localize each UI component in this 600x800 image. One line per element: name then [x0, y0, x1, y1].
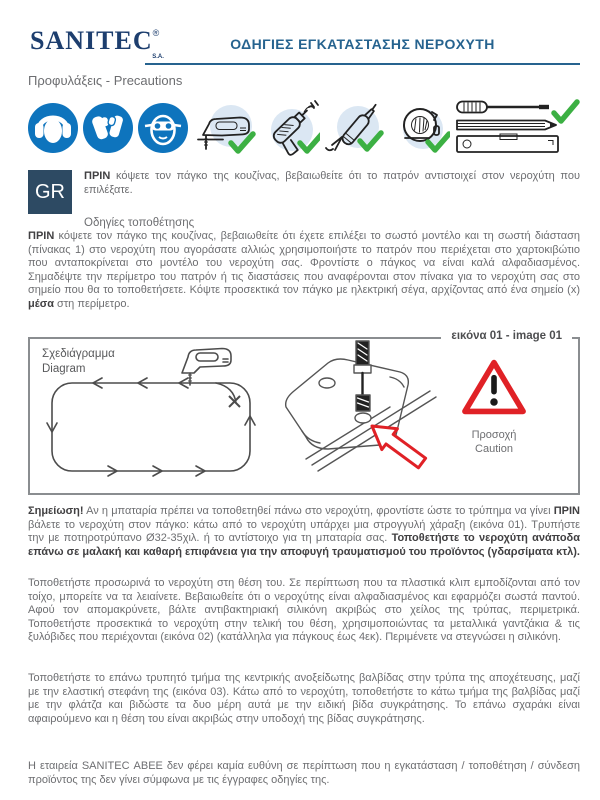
red-arrow-pointer [372, 426, 426, 468]
paragraph-placement: Τοποθετήστε προσωρινά το νεροχύτη στη θέση του. Σε περίπτωση που τα πλαστικά κλιπ εμποδίζονται από τον τοίχο, μπορείτε να τα λειαίνετε. Βεβαιωθείτε ότι ο νεροχύτης είναι αλφαδιασμένος και εφαρμόζει σωστά παντού. Αφού τον απομακρύνετε, βάλτε αντιβακτηριακή σιλικόνη ακριβώς στο χείλος της τρύπας, περιμετρικά. Τοποθετήστε προσεκτικά το νεροχύτη στην τελική του θέση, χρησιμοποιώντας τα μεταλλικά γαντζάκια & τις ξυλόβιδες που περιέχονται (εικόνα 02) (κατάλληλα για πάγκους έως 4εκ). Περιμένετε να στεγνώσει η σιλικόνη. [28, 577, 580, 644]
screwdriver-pencil-spirit-level-icon [455, 99, 580, 157]
installation-heading: Οδηγίες τοποθέτησης [84, 217, 195, 229]
header-rule [145, 36, 580, 65]
ear-protection-icon [28, 103, 78, 153]
registered-trademark-symbol: ® [152, 28, 160, 38]
electric-drill-icon [262, 99, 320, 157]
gr-intro-text: ΠΡΙΝ κόψετε τον πάγκο της κουζίνας, βεβαιωθείτε ότι το πατρόν αντιστοιχεί στον νεροχύτη που επιλέξατε. [84, 170, 580, 196]
face-protection-icon [138, 103, 188, 153]
precautions-heading: Προφυλάξεις - Precautions [28, 73, 183, 88]
gr-section [28, 170, 580, 214]
safety-icons-row [28, 96, 580, 160]
caution-sign [435, 357, 553, 456]
brand-name: SANITEC [30, 26, 153, 55]
figure-01 [28, 330, 580, 495]
paragraph-note: Σημείωση! Αν η μπαταρία πρέπει να τοποθετηθεί πάνω στο νεροχύτη, φροντίστε ώστε το τρύπημα να γίνει ΠΡΙΝ βάλετε το νεροχύτη στον πάγκο: κάτω από το νεροχύτη υπάρχει μια στρογγυλή χάραξη (εικόνα 01). Τρυπήστε την με ποτηροτρύπανο Ø32-35χιλ. ή το αντίστοιχο για τη μπαταρία σας. Τοποθετήστε το νεροχύτη ανάποδα επάνω σε μαλακή και καθαρή επιφάνεια για την αποφυγή τραυματισμού του προϊόντος (γδαρσίματα κτλ). [28, 505, 580, 558]
protective-gloves-icon [83, 103, 133, 153]
paragraph-valve: Τοποθετήστε το επάνω τρυπητό τμήμα της κεντρικής ανοξείδωτης βαλβίδας στην τρύπα της αποχέτευσης, μαζί με την ελαστική στεφάνη της (εικόνα 03). Κάτω από το νεροχύτη, τοποθετήστε το κάτω τμήμα της βαλβίδας μαζί με την φλάτζα και βιδώστε τα δυο μέρη αυτά με την ειδική βίδα συγκράτησης. Το επάνω σχαράκι είναι αφαιρούμενο και η θέση του είναι ακριβώς στην υποδοχή της βίδας συγκράτησης. [28, 672, 580, 725]
jigsaw-cutting-glyph [182, 349, 231, 386]
page-title: ΟΔΗΓΙΕΣ ΕΓΚΑΤΑΣΤΑΣΗΣ ΝΕΡΟΧΥΤΗ [230, 36, 495, 52]
language-badge: GR [28, 170, 72, 214]
footer-disclaimer: Η εταιρεία SANITEC ΑΒΕΕ δεν φέρει καμία ευθύνη σε περίπτωση που η εγκατάσταση / τοποθέτηση / σύνδεση προϊόντος της δεν γίνει σύμφωνα με τις έγγραφες οδηγίες της. [28, 760, 580, 786]
paragraph-cutting-instructions: ΠΡΙΝ κόψετε τον πάγκο της κουζίνας, βεβαιωθείτε ότι έχετε επιλέξει το σωστό μοντέλο και τη σωστή διάσταση (πίνακας 1) στο νεροχύτη που αγοράσατε αλλιώς χρησιμοποιήστε το πατρόν που περιέχεται στο χαρτοκιβώτιο που ανταποκρίνεται στο μοντέλο του νεροχύτη σας. Φροντίστε ο πάγκος να είναι καλά αλφαδιασμένος. Σημαδέψτε την περίμετρο του πατρόν ή τις διαστάσεις που αναφέρονται στον πίνακα για το νεροχύτη σας στο σημείο που θα το τοποθετήσετε. Κόψτε προσεκτικά τον πάγκο με ηλεκτρική σέγα, αρχίζοντας από ένα σημείο (x) μέσα στη περίμετρο. [28, 230, 580, 310]
caution-label: Προσοχή Caution [471, 429, 517, 455]
diagram-label: Σχεδιάγραμμα Diagram [42, 348, 115, 375]
warning-triangle-icon [461, 357, 527, 417]
cutting-path-diagram [47, 349, 255, 477]
jigsaw-icon [193, 99, 257, 157]
brand-suffix: S.A. [152, 54, 164, 60]
figure-caption: εικόνα 01 - image 01 [441, 330, 572, 342]
tape-measure-icon [392, 99, 450, 157]
sink-drilling-illustration [286, 341, 436, 471]
caulking-gun-icon [325, 99, 387, 157]
